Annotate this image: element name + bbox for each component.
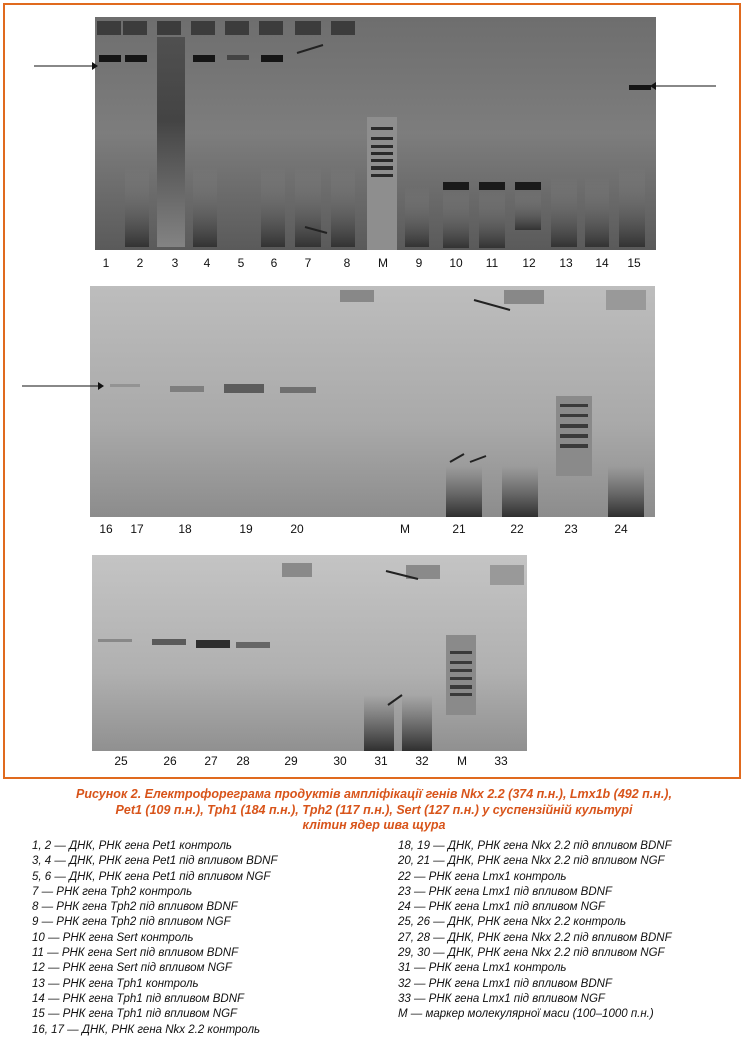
legend-item: 7 — РНК гена Tph2 контроль — [32, 885, 193, 898]
lane-label: 17 — [130, 522, 144, 536]
lane-label: 4 — [203, 256, 211, 270]
lane-label: 3 — [171, 256, 179, 270]
legend-item: 11 — РНК гена Sert під впливом BDNF — [32, 947, 239, 960]
lane-label: 22 — [510, 522, 524, 536]
lane-label: 13 — [559, 256, 573, 270]
caption-line: Рисунок 2. Електрофореграма продуктів ампліфікації генів Nkx 2.2 (374 п.н.), Lmx1b (492 п.н.), — [76, 787, 672, 801]
lane-label: M — [378, 256, 388, 270]
lane-label: 11 — [485, 256, 499, 270]
gel-image-3 — [92, 555, 527, 751]
legend-item: 27, 28 — ДНК, РНК гена Nkx 2.2 під впливом BDNF — [398, 931, 672, 944]
legend-item: 10 — РНК гена Sert контроль — [32, 931, 194, 944]
lane-label: 33 — [494, 754, 508, 768]
lane-label: 5 — [237, 256, 245, 270]
lane-label: 31 — [374, 754, 388, 768]
lane-label: 15 — [627, 256, 641, 270]
lane-label: 6 — [270, 256, 278, 270]
gel-image-2 — [90, 286, 655, 517]
legend-item: 14 — РНК гена Tph1 під впливом BDNF — [32, 992, 245, 1005]
legend-item: 32 — РНК гена Lmx1 під впливом BDNF — [398, 977, 612, 990]
legend-left — [32, 839, 277, 1038]
legend-item: 33 — РНК гена Lmx1 під впливом NGF — [398, 992, 605, 1005]
lane-label: 2 — [136, 256, 144, 270]
lane-label: 24 — [614, 522, 628, 536]
lane-label: 16 — [99, 522, 113, 536]
legend-item: M — маркер молекулярної маси (100–1000 п.н.) — [398, 1008, 654, 1021]
lane-label: 21 — [452, 522, 466, 536]
legend-item: 25, 26 — ДНК, РНК гена Nkx 2.2 контроль — [398, 916, 627, 929]
lane-label: 29 — [284, 754, 298, 768]
legend-item: 22 — РНК гена Lmx1 контроль — [398, 870, 567, 883]
arrow-gel2-left — [22, 380, 104, 392]
lane-label: 30 — [333, 754, 347, 768]
legend-item: 31 — РНК гена Lmx1 контроль — [398, 962, 567, 975]
gel-image-1 — [95, 17, 656, 250]
lane-label: 14 — [595, 256, 609, 270]
lane-label: 27 — [204, 754, 218, 768]
lane-label: 18 — [178, 522, 192, 536]
lane-label: 19 — [239, 522, 253, 536]
legend-item: 20, 21 — ДНК, РНК гена Nkx 2.2 під впливом NGF — [398, 855, 665, 868]
lane-label: 32 — [415, 754, 429, 768]
lane-label: 28 — [236, 754, 250, 768]
legend-item: 3, 4 — ДНК, РНК гена Pet1 під впливом BDNF — [32, 855, 278, 868]
lane-label: 1 — [102, 256, 110, 270]
lane-label: 9 — [415, 256, 423, 270]
legend-item: 15 — РНК гена Tph1 під впливом NGF — [32, 1008, 238, 1021]
lane-label: 25 — [114, 754, 128, 768]
lane-label: 20 — [290, 522, 304, 536]
legend-item: 5, 6 — ДНК, РНК гена Pet1 під впливом NGF — [32, 870, 271, 883]
caption-line: клітин ядер шва щура — [302, 818, 446, 832]
legend-item: 9 — РНК гена Tph2 під впливом NGF — [32, 916, 231, 929]
legend-item: 24 — РНК гена Lmx1 під впливом NGF — [398, 901, 605, 914]
legend-item: 13 — РНК гена Tph1 контроль — [32, 977, 199, 990]
legend-right — [398, 839, 672, 1023]
lane-label: 12 — [522, 256, 536, 270]
arrow-gel1-left — [34, 60, 98, 72]
legend-item: 29, 30 — ДНК, РНК гена Nkx 2.2 під впливом NGF — [398, 947, 665, 960]
caption-line: Pet1 (109 п.н.), Tph1 (184 п.н.), Tph2 (117 п.н.), Sert (127 п.н.) у суспензійній культурі — [115, 802, 633, 817]
legend-item: 18, 19 — ДНК, РНК гена Nkx 2.2 під впливом BDNF — [398, 840, 672, 852]
lane-label: 23 — [564, 522, 578, 536]
figure-caption — [0, 787, 748, 834]
legend-item: 1, 2 — ДНК, РНК гена Pet1 контроль — [32, 840, 232, 852]
legend-item: 16, 17 — ДНК, РНК гена Nkx 2.2 контроль — [32, 1023, 261, 1036]
legend-item: 12 — РНК гена Sert під впливом NGF — [32, 962, 232, 975]
lane-label: M — [457, 754, 467, 768]
lane-label: M — [400, 522, 410, 536]
legend-item: 8 — РНК гена Tph2 під впливом BDNF — [32, 901, 238, 914]
lane-label: 26 — [163, 754, 177, 768]
lane-label: 10 — [449, 256, 463, 270]
legend-item: 23 — РНК гена Lmx1 під впливом BDNF — [398, 885, 612, 898]
arrow-gel1-right — [650, 80, 716, 92]
lane-label: 7 — [304, 256, 312, 270]
lane-label: 8 — [343, 256, 351, 270]
